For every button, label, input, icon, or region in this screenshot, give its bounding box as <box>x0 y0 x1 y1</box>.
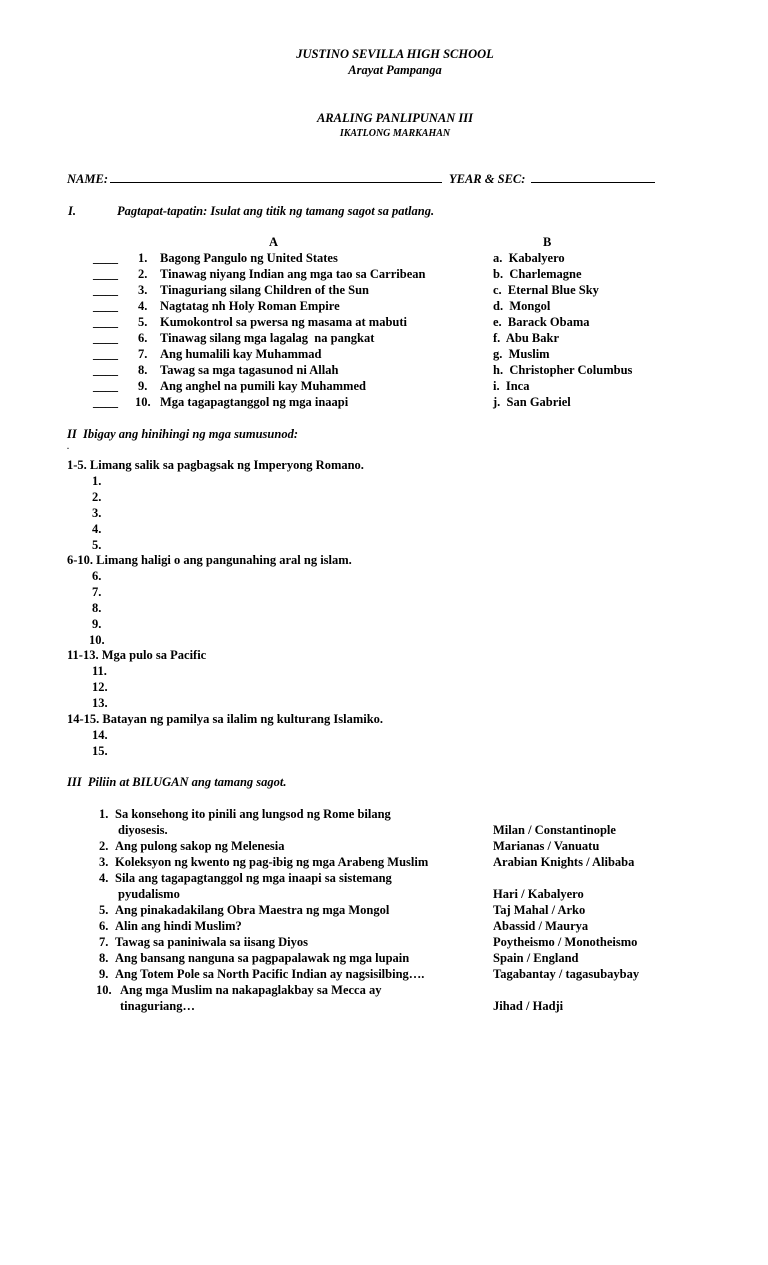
item-text: Ang anghel na pumili kay Muhammed <box>160 379 366 393</box>
item-text: Tinawag silang mga lagalag na pangkat <box>160 331 375 345</box>
answer-blank[interactable]: ____ <box>93 315 118 329</box>
answer-choices[interactable]: Milan / Constantinople <box>493 823 616 837</box>
question-text: Sa konsehong ito pinili ang lungsod ng Rome bilang <box>115 807 391 821</box>
answer-number: 5. <box>92 538 102 552</box>
answer-blank[interactable]: ____ <box>93 347 118 361</box>
question-text: Tawag sa paniniwala sa iisang Diyos <box>115 935 308 949</box>
choice-text: h. Christopher Columbus <box>493 363 633 377</box>
item-text: Ang humalili kay Muhammad <box>160 347 322 361</box>
choice-text: a. Kabalyero <box>493 251 565 265</box>
question-text: pyudalismo <box>118 887 180 901</box>
item-number: 9. <box>138 379 148 393</box>
answer-number: 1. <box>92 474 102 488</box>
item-text: Tawag sa mga tagasunod ni Allah <box>160 363 339 377</box>
item-number: 2. <box>138 267 148 281</box>
question-text: Ang pinakadakilang Obra Maestra ng mga Mongol <box>115 903 390 917</box>
question-text: Sila ang tagapagtanggol ng mga inaapi sa sistemang <box>115 871 392 885</box>
item-text: Kumokontrol sa pwersa ng masama at mabuti <box>160 315 408 329</box>
answer-blank[interactable]: ____ <box>93 251 118 265</box>
item-text: Tinaguriang silang Children of the Sun <box>160 283 369 297</box>
answer-blank[interactable]: ____ <box>93 267 118 281</box>
item-number: 6. <box>138 331 148 345</box>
choice-text: c. Eternal Blue Sky <box>493 283 599 297</box>
answer-blank[interactable]: ____ <box>93 283 118 297</box>
question-number: 3. <box>99 855 109 869</box>
answer-choices[interactable]: Jihad / Hadji <box>493 999 564 1013</box>
answer-number: 14. <box>92 728 108 742</box>
quarter-title: IKATLONG MARKAHAN <box>339 128 451 139</box>
question-number: 9. <box>99 967 109 981</box>
part2-heading: II Ibigay ang hinihingi ng mga sumusunod: <box>67 427 298 441</box>
question-number: 6. <box>99 919 109 933</box>
answer-number: 10. <box>89 633 105 647</box>
question-number: 2. <box>99 839 109 853</box>
subject-title: ARALING PANLIPUNAN III <box>316 111 474 125</box>
year-sec-label: YEAR & SEC: <box>449 172 526 186</box>
answer-number: 15. <box>92 744 108 758</box>
item-text: Tinawag niyang Indian ang mga tao sa Carribean <box>160 267 426 281</box>
answer-number: 13. <box>92 696 108 710</box>
answer-number: 4. <box>92 522 102 536</box>
group-title: 11-13. Mga pulo sa Pacific <box>67 648 207 662</box>
question-text: Ang bansang nanguna sa pagpapalawak ng mga lupain <box>115 951 410 965</box>
question-text: tinaguriang… <box>120 999 196 1013</box>
group-title: 14-15. Batayan ng pamilya sa ilalim ng kulturang Islamiko. <box>67 712 384 726</box>
answer-blank[interactable]: ____ <box>93 395 118 409</box>
question-text: Ang pulong sakop ng Melenesia <box>115 839 285 853</box>
choice-text: i. Inca <box>493 379 530 393</box>
answer-choices[interactable]: Hari / Kabalyero <box>493 887 584 901</box>
item-number: 1. <box>138 251 148 265</box>
column-b-header: B <box>543 235 552 249</box>
stray-dot: . <box>67 442 69 451</box>
answer-number: 3. <box>92 506 102 520</box>
question-number: 10. <box>96 983 112 997</box>
answer-number: 2. <box>92 490 102 504</box>
name-field[interactable] <box>110 171 442 183</box>
choice-text: d. Mongol <box>493 299 551 313</box>
answer-number: 12. <box>92 680 108 694</box>
question-number: 1. <box>99 807 109 821</box>
question-text: Koleksyon ng kwento ng pag-ibig ng mga Arabeng Muslim <box>115 855 429 869</box>
question-text: Ang Totem Pole sa North Pacific Indian ay nagsisilbing…. <box>115 967 425 981</box>
answer-number: 8. <box>92 601 102 615</box>
group-title: 1-5. Limang salik sa pagbagsak ng Imperyong Romano. <box>67 458 364 472</box>
answer-number: 7. <box>92 585 102 599</box>
item-text: Bagong Pangulo ng United States <box>160 251 338 265</box>
part1-instruction: Pagtapat-tapatin: Isulat ang titik ng tamang sagot sa patlang. <box>117 204 435 218</box>
answer-blank[interactable]: ____ <box>93 299 118 313</box>
question-number: 5. <box>99 903 109 917</box>
answer-choices[interactable]: Tagabantay / tagasubaybay <box>493 967 640 981</box>
item-number: 4. <box>138 299 148 313</box>
question-number: 4. <box>99 871 109 885</box>
item-text: Mga tagapagtanggol ng mga inaapi <box>160 395 349 409</box>
answer-choices[interactable]: Spain / England <box>493 951 579 965</box>
item-number: 7. <box>138 347 148 361</box>
question-text: Ang mga Muslim na nakapaglakbay sa Mecca ay <box>120 983 382 997</box>
column-a-header: A <box>269 235 279 249</box>
answer-number: 6. <box>92 569 102 583</box>
question-number: 7. <box>99 935 109 949</box>
part1-number: I. <box>68 204 76 218</box>
choice-text: j. San Gabriel <box>493 395 571 409</box>
answer-choices[interactable]: Abassid / Maurya <box>493 919 589 933</box>
answer-blank[interactable]: ____ <box>93 331 118 345</box>
item-number: 10. <box>135 395 151 409</box>
answer-blank[interactable]: ____ <box>93 379 118 393</box>
item-number: 8. <box>138 363 148 377</box>
answer-number: 9. <box>92 617 102 631</box>
question-text: diyosesis. <box>118 823 168 837</box>
school-location: Arayat Pampanga <box>348 63 442 77</box>
name-label: NAME: <box>67 172 108 186</box>
question-number: 8. <box>99 951 109 965</box>
answer-choices[interactable]: Marianas / Vanuatu <box>493 839 600 853</box>
question-text: Alin ang hindi Muslim? <box>115 919 242 933</box>
choice-text: e. Barack Obama <box>493 315 590 329</box>
choice-text: b. Charlemagne <box>493 267 582 281</box>
item-text: Nagtatag nh Holy Roman Empire <box>160 299 340 313</box>
item-number: 3. <box>138 283 148 297</box>
answer-choices[interactable]: Arabian Knights / Alibaba <box>493 855 635 869</box>
choice-text: g. Muslim <box>493 347 550 361</box>
year-sec-field[interactable] <box>531 171 655 183</box>
part3-heading: III Piliin at BILUGAN ang tamang sagot. <box>67 775 287 789</box>
group-title: 6-10. Limang haligi o ang pangunahing aral ng islam. <box>67 553 352 567</box>
item-number: 5. <box>138 315 148 329</box>
choice-text: f. Abu Bakr <box>493 331 559 345</box>
answer-blank[interactable]: ____ <box>93 363 118 377</box>
answer-choices[interactable]: Taj Mahal / Arko <box>493 903 586 917</box>
school-name: JUSTINO SEVILLA HIGH SCHOOL <box>296 47 494 61</box>
answer-number: 11. <box>92 664 107 678</box>
answer-choices[interactable]: Poytheismo / Monotheismo <box>493 935 638 949</box>
